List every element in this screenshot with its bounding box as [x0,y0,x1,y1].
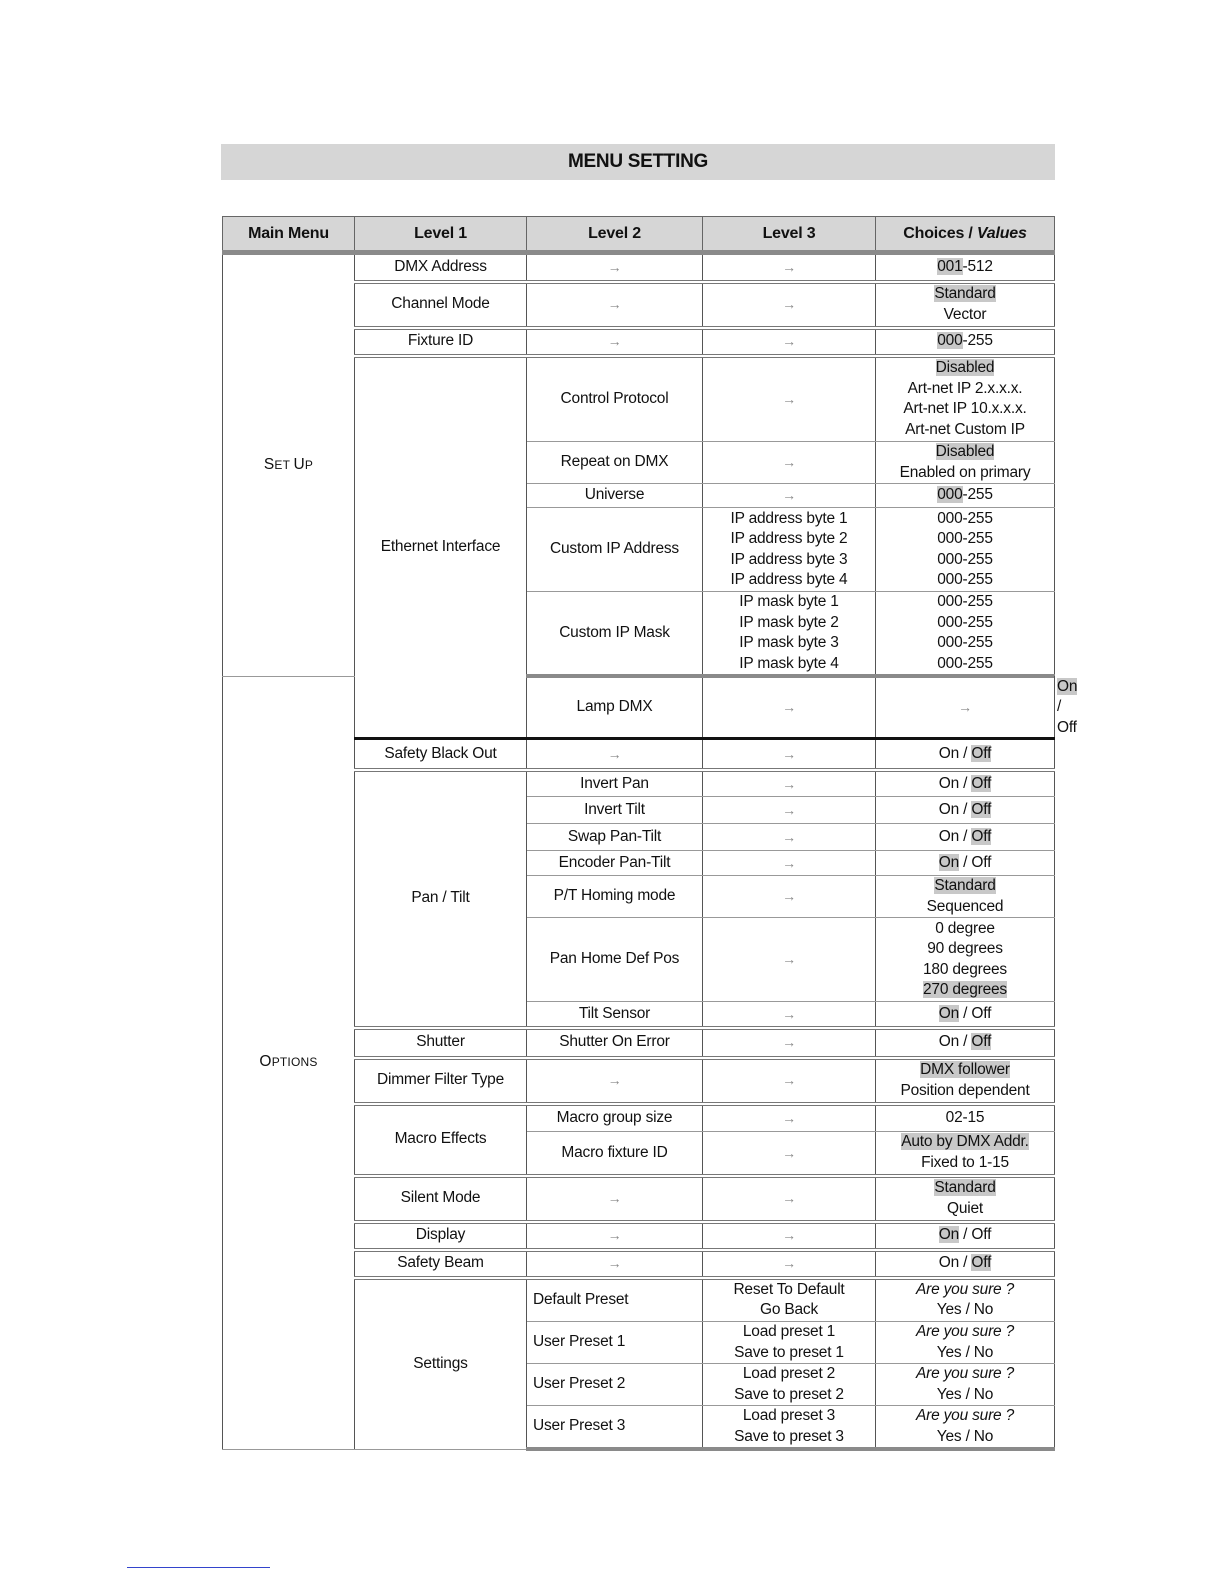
level2-default-preset: Default Preset [527,1278,703,1322]
arrow-icon: → [703,824,876,851]
level1-shutter: Shutter [355,1028,527,1058]
header-level-3: Level 3 [703,217,876,253]
choices-safety-beam: On / Off [876,1250,1055,1278]
level1-silent-mode: Silent Mode [355,1176,527,1222]
arrow-icon: → [703,1132,876,1176]
arrow-icon: → [527,1176,703,1222]
choices-ip-address-bytes: 000-255 000-255 000-255 000-255 [876,508,1055,592]
header-choices [876,217,1055,253]
level3-ip-address-bytes: IP address byte 1 IP address byte 2 IP address byte 3 IP address byte 4 [703,508,876,592]
level1-dmx-address: DMX Address [355,253,527,282]
choices-encoder-pan-tilt: On / Off [876,851,1055,876]
level2-universe: Universe [527,484,703,508]
level2-macro-group-size: Macro group size [527,1104,703,1132]
header-choices-label: Choices / [903,224,977,242]
level1-fixture-id: Fixture ID [355,328,527,356]
header-main-menu: Main Menu [223,217,355,253]
choices-invert-pan: On / Off [876,770,1055,797]
main-menu-setup: SET UP [223,253,355,677]
arrow-icon: → [703,282,876,328]
choices-default-preset: Are you sure ? Yes / No [876,1278,1055,1322]
choices-silent-mode: Standard Quiet [876,1176,1055,1222]
arrow-icon: → [703,442,876,484]
table-row [223,253,1055,282]
level1-pan-tilt: Pan / Tilt [355,770,527,1028]
level2-custom-ip-address: Custom IP Address [527,508,703,592]
level2-macro-fixture-id: Macro fixture ID [527,1132,703,1176]
level2-custom-ip-mask: Custom IP Mask [527,592,703,677]
choices-universe: 000-255 [876,484,1055,508]
choices-ip-mask-bytes: 000-255 000-255 000-255 000-255 [876,592,1055,677]
level1-lamp-dmx: Lamp DMX [527,676,703,739]
choices-control-protocol: Disabled Art-net IP 2.x.x.x. Art-net IP 10.x.x.x. Art-net Custom IP [876,356,1055,442]
choices-macro-fixture-id: Auto by DMX Addr. Fixed to 1-15 [876,1132,1055,1176]
choices-pt-homing-mode: Standard Sequenced [876,876,1055,918]
choices-user-preset-2: Are you sure ? Yes / No [876,1364,1055,1406]
page-title: MENU SETTING [221,144,1055,180]
arrow-icon: → [527,328,703,356]
level1-display: Display [355,1222,527,1250]
choices-tilt-sensor: On / Off [876,1002,1055,1028]
level2-tilt-sensor: Tilt Sensor [527,1002,703,1028]
choices-channel-mode: Standard Vector [876,282,1055,328]
menu-setting-table [222,216,1078,1451]
arrow-icon: → [703,676,876,739]
choices-fixture-id: 000-255 [876,328,1055,356]
level3-user-preset-2: Load preset 2 Save to preset 2 [703,1364,876,1406]
main-menu-options: OPTIONS [223,676,355,1449]
level1-macro-effects: Macro Effects [355,1104,527,1176]
level2-pt-homing-mode: P/T Homing mode [527,876,703,918]
arrow-icon: → [703,1002,876,1028]
level3-ip-mask-bytes: IP mask byte 1 IP mask byte 2 IP mask byte 3 IP mask byte 4 [703,592,876,677]
choices-dmx-address: 001-512 [876,253,1055,282]
arrow-icon: → [703,1176,876,1222]
level3-default-preset: Reset To Default Go Back [703,1278,876,1322]
arrow-icon: → [703,328,876,356]
choices-repeat-on-dmx: Disabled Enabled on primary [876,442,1055,484]
choices-user-preset-1: Are you sure ? Yes / No [876,1322,1055,1364]
level2-pan-home-def-pos: Pan Home Def Pos [527,918,703,1002]
arrow-icon: → [876,676,1055,739]
arrow-icon: → [703,356,876,442]
level1-channel-mode: Channel Mode [355,282,527,328]
choices-display: On / Off [876,1222,1055,1250]
choices-dimmer-filter-type: DMX follower Position dependent [876,1058,1055,1104]
level1-safety-black-out: Safety Black Out [355,739,527,770]
arrow-icon: → [527,1058,703,1104]
arrow-icon: → [527,253,703,282]
arrow-icon: → [703,739,876,770]
header-level-2: Level 2 [527,217,703,253]
arrow-icon: → [703,876,876,918]
header-values-label: Values [976,224,1027,242]
level1-settings: Settings [355,1278,527,1450]
arrow-icon: → [527,1250,703,1278]
arrow-icon: → [703,797,876,824]
level1-dimmer-filter-type: Dimmer Filter Type [355,1058,527,1104]
level3-user-preset-3: Load preset 3 Save to preset 3 [703,1406,876,1450]
choices-user-preset-3: Are you sure ? Yes / No [876,1406,1055,1450]
choices-macro-group-size: 02-15 [876,1104,1055,1132]
level2-encoder-pan-tilt: Encoder Pan-Tilt [527,851,703,876]
arrow-icon: → [703,1104,876,1132]
arrow-icon: → [703,1028,876,1058]
header-level-1: Level 1 [355,217,527,253]
level3-user-preset-1: Load preset 1 Save to preset 1 [703,1322,876,1364]
choices-invert-tilt: On / Off [876,797,1055,824]
arrow-icon: → [703,484,876,508]
arrow-icon: → [703,253,876,282]
arrow-icon: → [527,739,703,770]
level2-user-preset-3: User Preset 3 [527,1406,703,1450]
level2-invert-tilt: Invert Tilt [527,797,703,824]
choices-shutter-on-error: On / Off [876,1028,1055,1058]
level1-ethernet-interface: Ethernet Interface [355,356,527,739]
table-row: OPTIONS Lamp DMX → → On / Off [223,676,1055,739]
level2-shutter-on-error: Shutter On Error [527,1028,703,1058]
header-row [223,217,1055,253]
level2-user-preset-2: User Preset 2 [527,1364,703,1406]
level2-user-preset-1: User Preset 1 [527,1322,703,1364]
arrow-icon: → [703,770,876,797]
arrow-icon: → [703,1222,876,1250]
arrow-icon: → [527,1222,703,1250]
arrow-icon: → [703,1058,876,1104]
choices-safety-black-out: On / Off [876,739,1055,770]
arrow-icon: → [703,1250,876,1278]
choices-pan-home-def-pos: 0 degree 90 degrees 180 degrees 270 degrees [876,918,1055,1002]
arrow-icon: → [527,282,703,328]
level2-invert-pan: Invert Pan [527,770,703,797]
level2-control-protocol: Control Protocol [527,356,703,442]
arrow-icon: → [703,918,876,1002]
level2-swap-pan-tilt: Swap Pan-Tilt [527,824,703,851]
level2-repeat-on-dmx: Repeat on DMX [527,442,703,484]
arrow-icon: → [703,851,876,876]
footer-link-underline[interactable] [127,1567,270,1568]
choices-swap-pan-tilt: On / Off [876,824,1055,851]
level1-safety-beam: Safety Beam [355,1250,527,1278]
